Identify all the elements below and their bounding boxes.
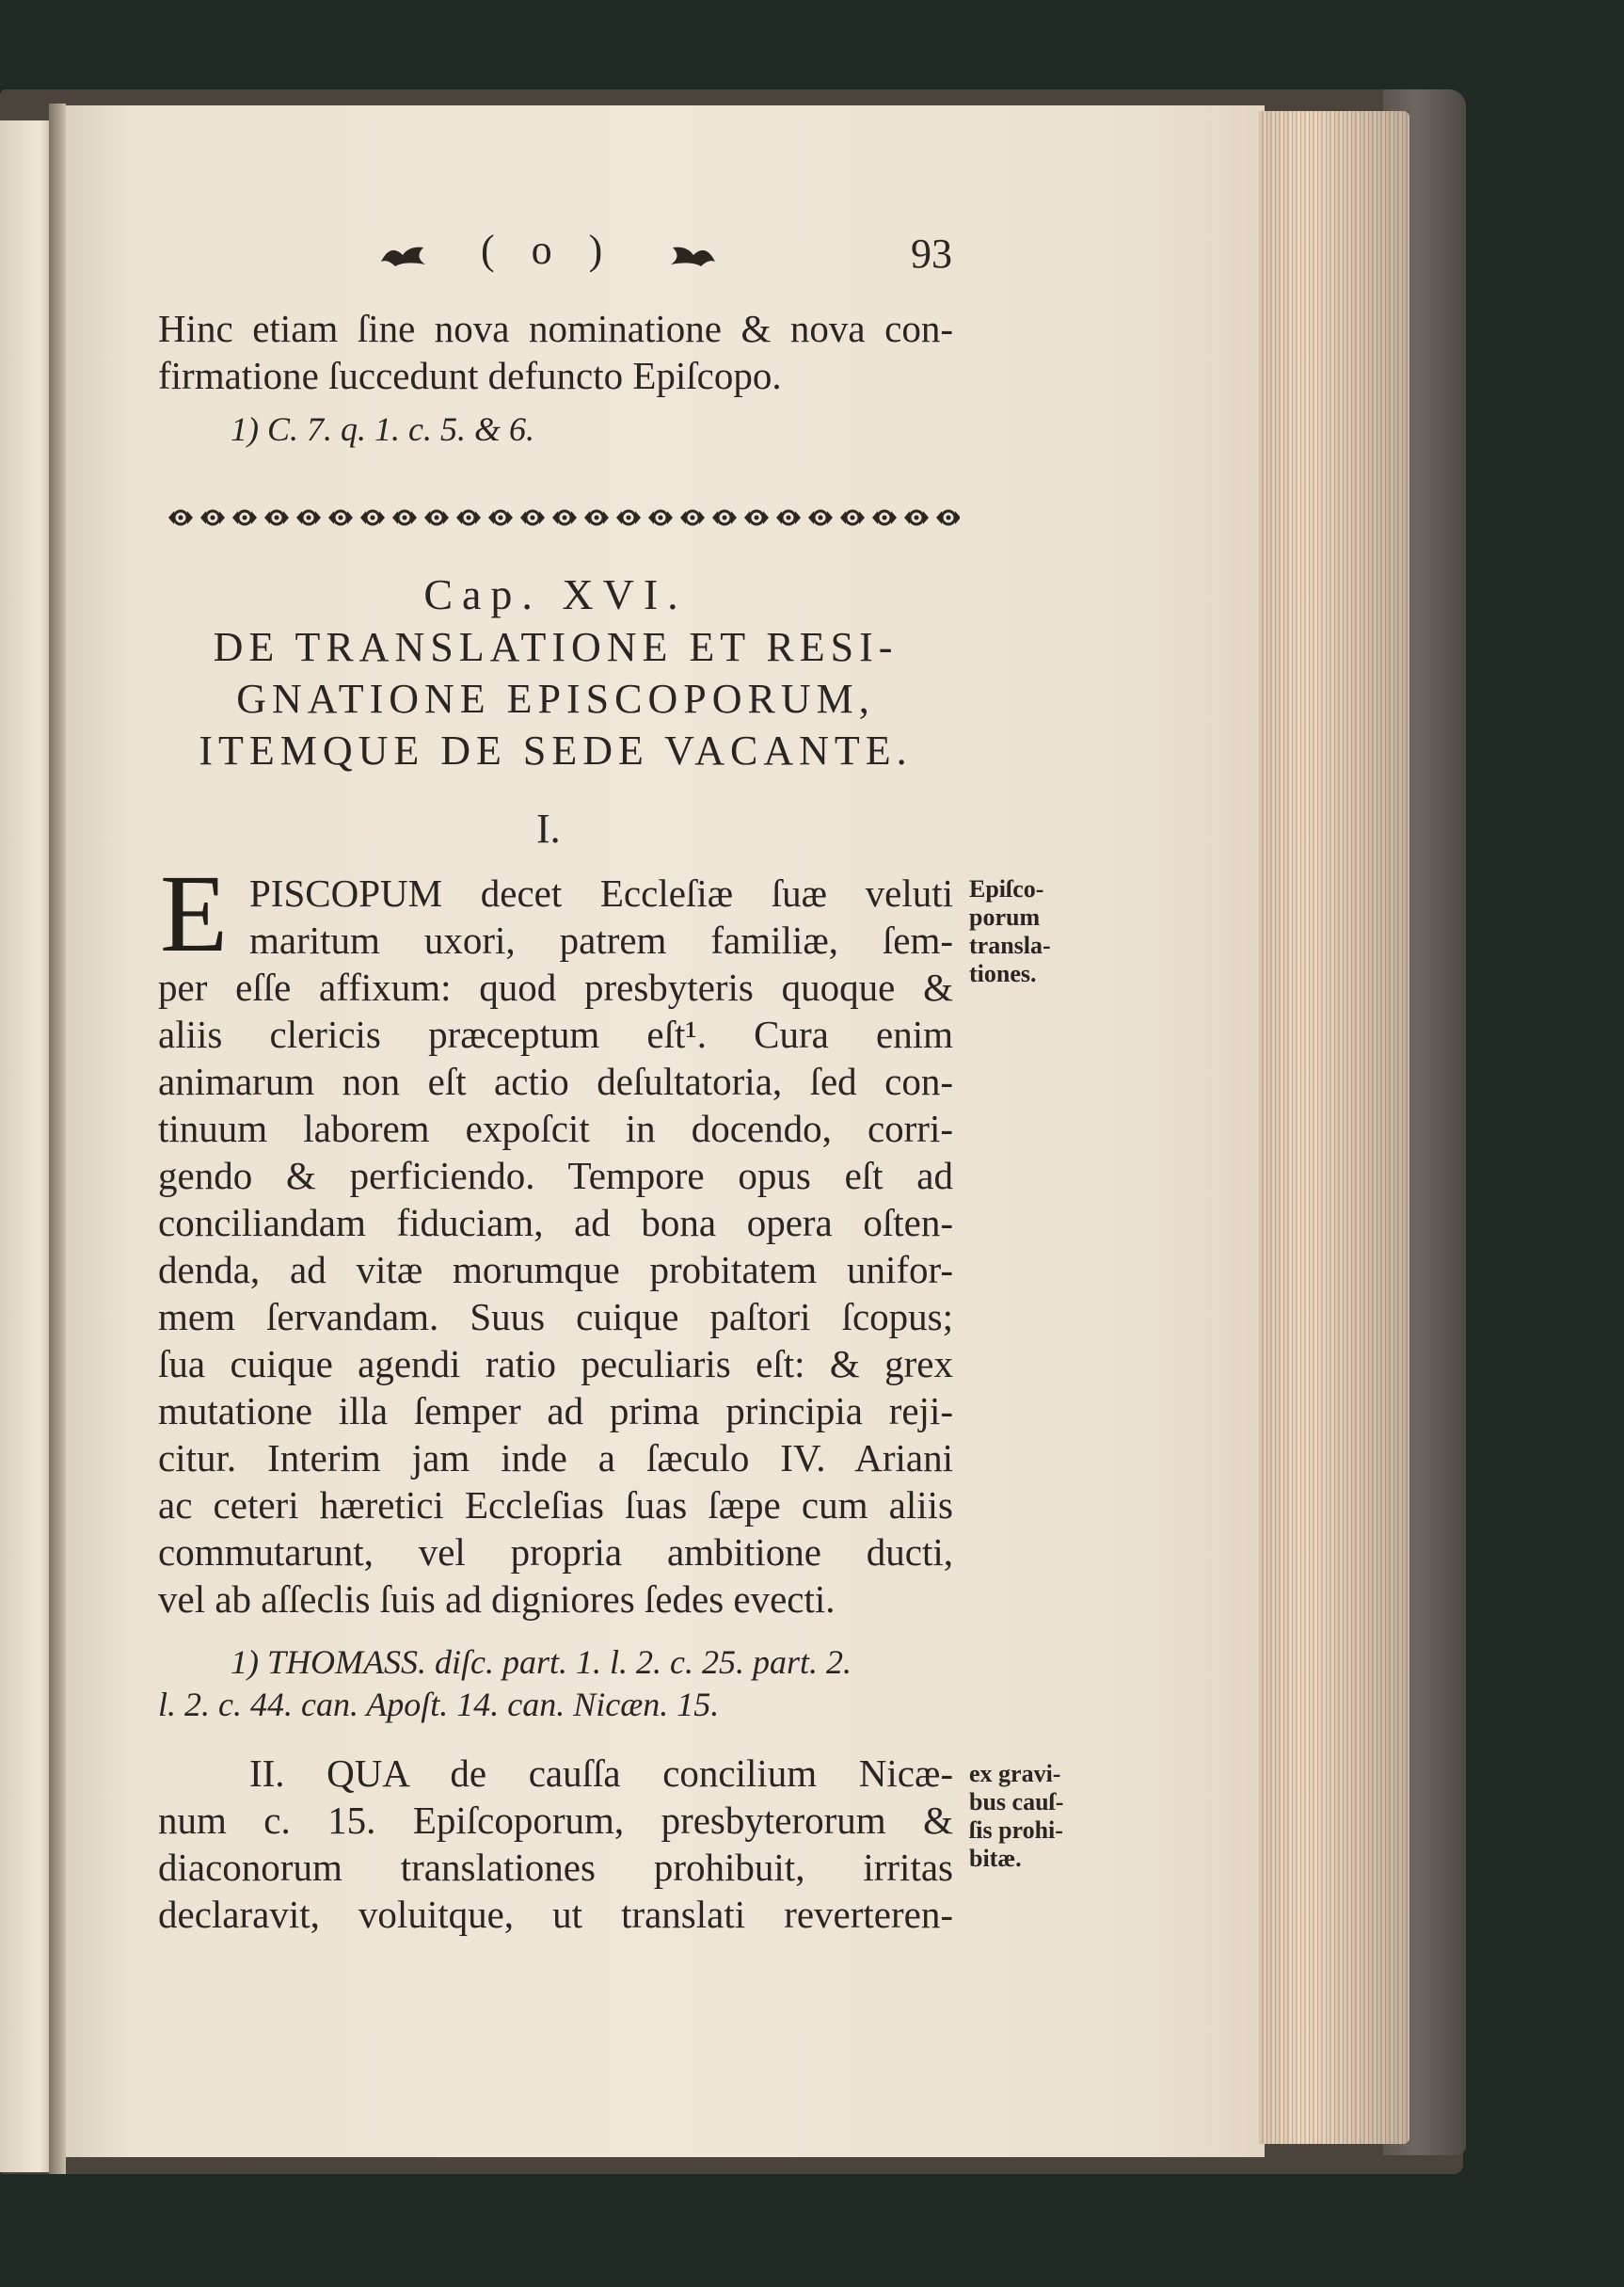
section-1-line-6: tinuum laborem expoſcit in docendo, corri- [158, 1107, 953, 1150]
section-1-line-1: PISCOPUM decet Eccleſiæ ſuæ veluti [249, 872, 953, 915]
chapter-title-line-1: DE TRANSLATIONE ET RESI- [213, 624, 899, 670]
section-1-line-13: citur. Interim jam inde a ſæculo IV. Ariani [158, 1436, 953, 1479]
margin-note-1-line-2: porum [969, 904, 1041, 931]
running-header [376, 226, 941, 274]
section-1-line-7: gendo & perficiendo. Tempore opus eſt ad [158, 1154, 953, 1197]
section-2-line-3: diaconorum translationes prohibuit, irritas [158, 1846, 953, 1889]
section-1-line-4: aliis clericis præceptum eſt¹. Cura enim [158, 1013, 953, 1056]
ornamental-divider [165, 504, 960, 532]
section-1-line-11: ſua cuique agendi ratio peculiaris eſt: & grex [158, 1342, 953, 1385]
left-ornament-icon [376, 238, 433, 270]
page-gutter [49, 104, 66, 2174]
intro-line-1: Hinc etiam ſine nova nominatione & nova con- [158, 307, 953, 350]
margin-note-1-line-3: transla- [969, 932, 1051, 959]
drop-cap: E [160, 852, 229, 975]
margin-note-2-line-4: bitæ. [969, 1845, 1022, 1872]
section-1-line-16: vel ab aſſeclis ſuis ad digniores ſedes evecti. [158, 1577, 836, 1621]
section-2-line-1: II. QUA de cauſſa concilium Nicæ- [249, 1751, 953, 1795]
chapter-number: Cap. XVI. [423, 570, 688, 618]
facing-page-edge [0, 120, 56, 2172]
section-1-line-3: per eſſe affixum: quod presbyteris quoque & [158, 966, 953, 1009]
page-number: 93 [911, 231, 952, 277]
margin-note-2-line-1: ex gravi- [969, 1760, 1061, 1787]
section-number: I. [536, 806, 561, 852]
section-1-footnote-line-1: 1) THOMASS. diſc. part. 1. l. 2. c. 25. part. 2. [231, 1643, 852, 1681]
section-1-line-9: denda, ad vitæ morumque probitatem unifor- [158, 1248, 953, 1291]
section-1-line-5: animarum non eſt actio deſultatoria, ſed con- [158, 1060, 953, 1103]
section-1-line-14: ac ceteri hæretici Eccleſias ſuas ſæpe cum aliis [158, 1483, 953, 1527]
section-1-line-15: commutarunt, vel propria ambitione ducti, [158, 1530, 953, 1574]
chapter-title-line-2: GNATIONE EPISCOPORUM, [236, 676, 875, 722]
right-ornament-icon [663, 238, 720, 270]
running-header-text: ( o ) [481, 227, 616, 273]
section-1-line-2: maritum uxori, patrem familiæ, ſem- [249, 919, 953, 962]
margin-note-1-line-1: Epiſco- [969, 875, 1044, 903]
intro-footnote: 1) C. 7. q. 1. c. 5. & 6. [231, 410, 534, 448]
margin-note-2-line-3: ſis prohi- [969, 1816, 1063, 1844]
chapter-title-line-3: ITEMQUE DE SEDE VACANTE. [199, 728, 913, 774]
section-1-line-12: mutatione illa ſemper ad prima principia reji- [158, 1389, 953, 1432]
intro-line-2: firmatione ſuccedunt defuncto Epiſcopo. [158, 354, 782, 397]
section-1-line-8: conciliandam fiduciam, ad bona opera oſten- [158, 1201, 953, 1244]
margin-note-1-line-4: tiones. [969, 960, 1037, 987]
section-1-footnote-line-2: l. 2. c. 44. can. Apoſt. 14. can. Nicæn. 15. [158, 1686, 720, 1723]
margin-note-2-line-2: bus cauſ- [969, 1788, 1064, 1815]
section-2-line-2: num c. 15. Epiſcoporum, presbyterorum & [158, 1799, 953, 1842]
section-2-line-4: declaravit, voluitque, ut translati reverteren- [158, 1893, 953, 1936]
section-1-line-10: mem ſervandam. Suus cuique paſtori ſcopus; [158, 1295, 953, 1338]
